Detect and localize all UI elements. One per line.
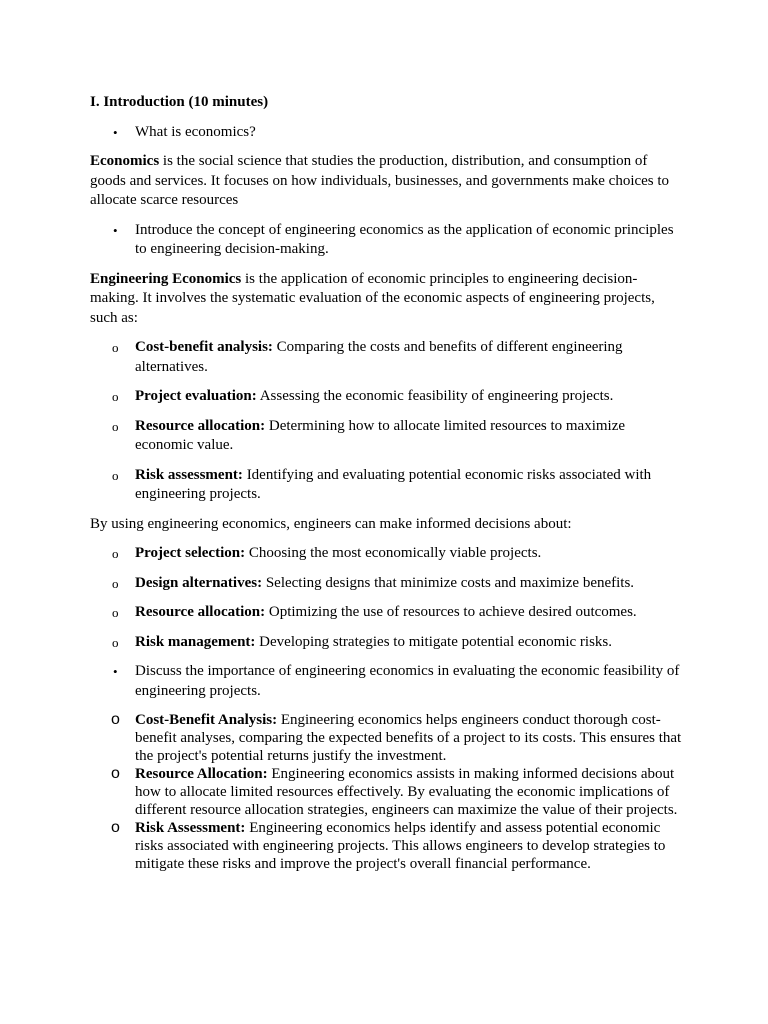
decision-term: Design alternatives: <box>135 574 263 591</box>
decision-text: Choosing the most economically viable projects. <box>245 545 542 561</box>
importance-term: Resource Allocation: <box>135 766 268 782</box>
decision-text: Developing strategies to mitigate potential economic risks. <box>255 633 613 650</box>
bullet-disc-marker: • <box>113 222 118 238</box>
aspect-item-cost-benefit <box>90 338 682 377</box>
importance-item-cost-benefit <box>90 711 682 765</box>
aspect-text: Determining how to allocate limited resources to maximize economic value. <box>135 417 626 453</box>
importance-term: Cost-Benefit Analysis: <box>135 712 278 728</box>
decision-term: Project selection: <box>135 545 246 561</box>
aspect-item-project-evaluation <box>90 387 682 407</box>
importance-text: Engineering economics helps identify and assess potential economic risks associated with engineering projects. This allows engineers to develop strategies to mitigate these risks and improve the project's overall financial performance. <box>135 820 666 872</box>
bullet-circle-marker: o <box>112 575 119 591</box>
decision-term: Risk management: <box>135 633 256 650</box>
bullet-circle-marker: o <box>112 605 119 620</box>
importance-text: Engineering economics helps engineers conduct thorough cost-benefit analyses, comparing the expected benefits of a project to its costs. This ensures that the project's potential returns justify the investment. <box>135 712 682 764</box>
economics-definition <box>90 152 682 211</box>
aspect-term: Cost-benefit analysis: <box>135 339 273 355</box>
aspect-term: Risk assessment: <box>135 466 243 483</box>
aspect-item-resource-allocation <box>90 417 682 456</box>
importance-item-risk-assessment <box>90 819 682 873</box>
bullet-circle-marker: o <box>112 418 119 434</box>
by-using-paragraph: By using engineering economics, engineers can make informed decisions about: <box>90 515 572 532</box>
definition-text: is the application of economic principles to engineering decision-making. It involves the systematic evaluation of the economic aspects of engineering projects, such as: <box>90 270 655 326</box>
bullet-circle-marker: o <box>112 389 119 404</box>
aspect-text: Assessing the economic feasibility of engineering projects. <box>256 388 614 404</box>
definition-term: Engineering Economics <box>90 270 242 287</box>
section-heading: I. Introduction (10 minutes) <box>90 94 269 110</box>
decision-item-design-alternatives <box>90 574 682 594</box>
importance-item-resource-allocation <box>90 765 682 819</box>
bullet-circle-marker: o <box>112 340 119 355</box>
bullet-text: Introduce the concept of engineering economics as the application of economic principles to engineering decision-making. <box>135 221 674 257</box>
bullet-item-introduce-concept <box>90 221 682 260</box>
definition-term: Economics <box>90 153 160 169</box>
aspect-text: Comparing the costs and benefits of different engineering alternatives. <box>135 339 623 375</box>
bullet-circle-marker: o <box>111 819 120 836</box>
aspect-text: Identifying and evaluating potential economic risks associated with engineering projects. <box>135 466 652 502</box>
importance-text: Engineering economics assists in making informed decisions about how to allocate limited resources effectively. By evaluating the economic implications of different resource allocation strategies, engineers can maximize the value of their projects. <box>135 766 678 818</box>
engineering-economics-definition <box>90 270 682 329</box>
definition-text: is the social science that studies the production, distribution, and consumption of goods and services. It focuses on how individuals, businesses, and governments make choices to allocate scarce resources <box>90 153 670 208</box>
bullet-text: Discuss the importance of engineering economics in evaluating the economic feasibility of engineering projects. <box>135 663 680 699</box>
bullet-item-discuss-importance <box>90 662 682 701</box>
importance-term: Risk Assessment: <box>135 820 246 836</box>
bullet-circle-marker: o <box>112 467 119 483</box>
decision-text: Optimizing the use of resources to achieve desired outcomes. <box>265 604 637 620</box>
bullet-circle-marker: o <box>111 765 120 782</box>
decision-text: Selecting designs that minimize costs and maximize benefits. <box>262 574 635 591</box>
bullet-circle-marker: o <box>112 546 119 561</box>
decision-item-risk-management <box>90 633 682 653</box>
bullet-circle-marker: o <box>111 711 120 728</box>
bullet-circle-marker: o <box>112 634 119 650</box>
bullet-text: What is economics? <box>135 123 256 140</box>
bullet-disc-marker: • <box>113 124 118 140</box>
decision-item-project-selection <box>90 544 682 564</box>
document-page <box>90 93 682 873</box>
decision-term: Resource allocation: <box>135 604 266 620</box>
aspect-term: Project evaluation: <box>135 388 257 404</box>
bullet-disc-marker: • <box>113 664 118 679</box>
decision-item-resource-allocation <box>90 603 682 623</box>
aspect-item-risk-assessment <box>90 466 682 505</box>
aspect-term: Resource allocation: <box>135 417 266 434</box>
bullet-item-what-is-economics <box>90 123 682 143</box>
